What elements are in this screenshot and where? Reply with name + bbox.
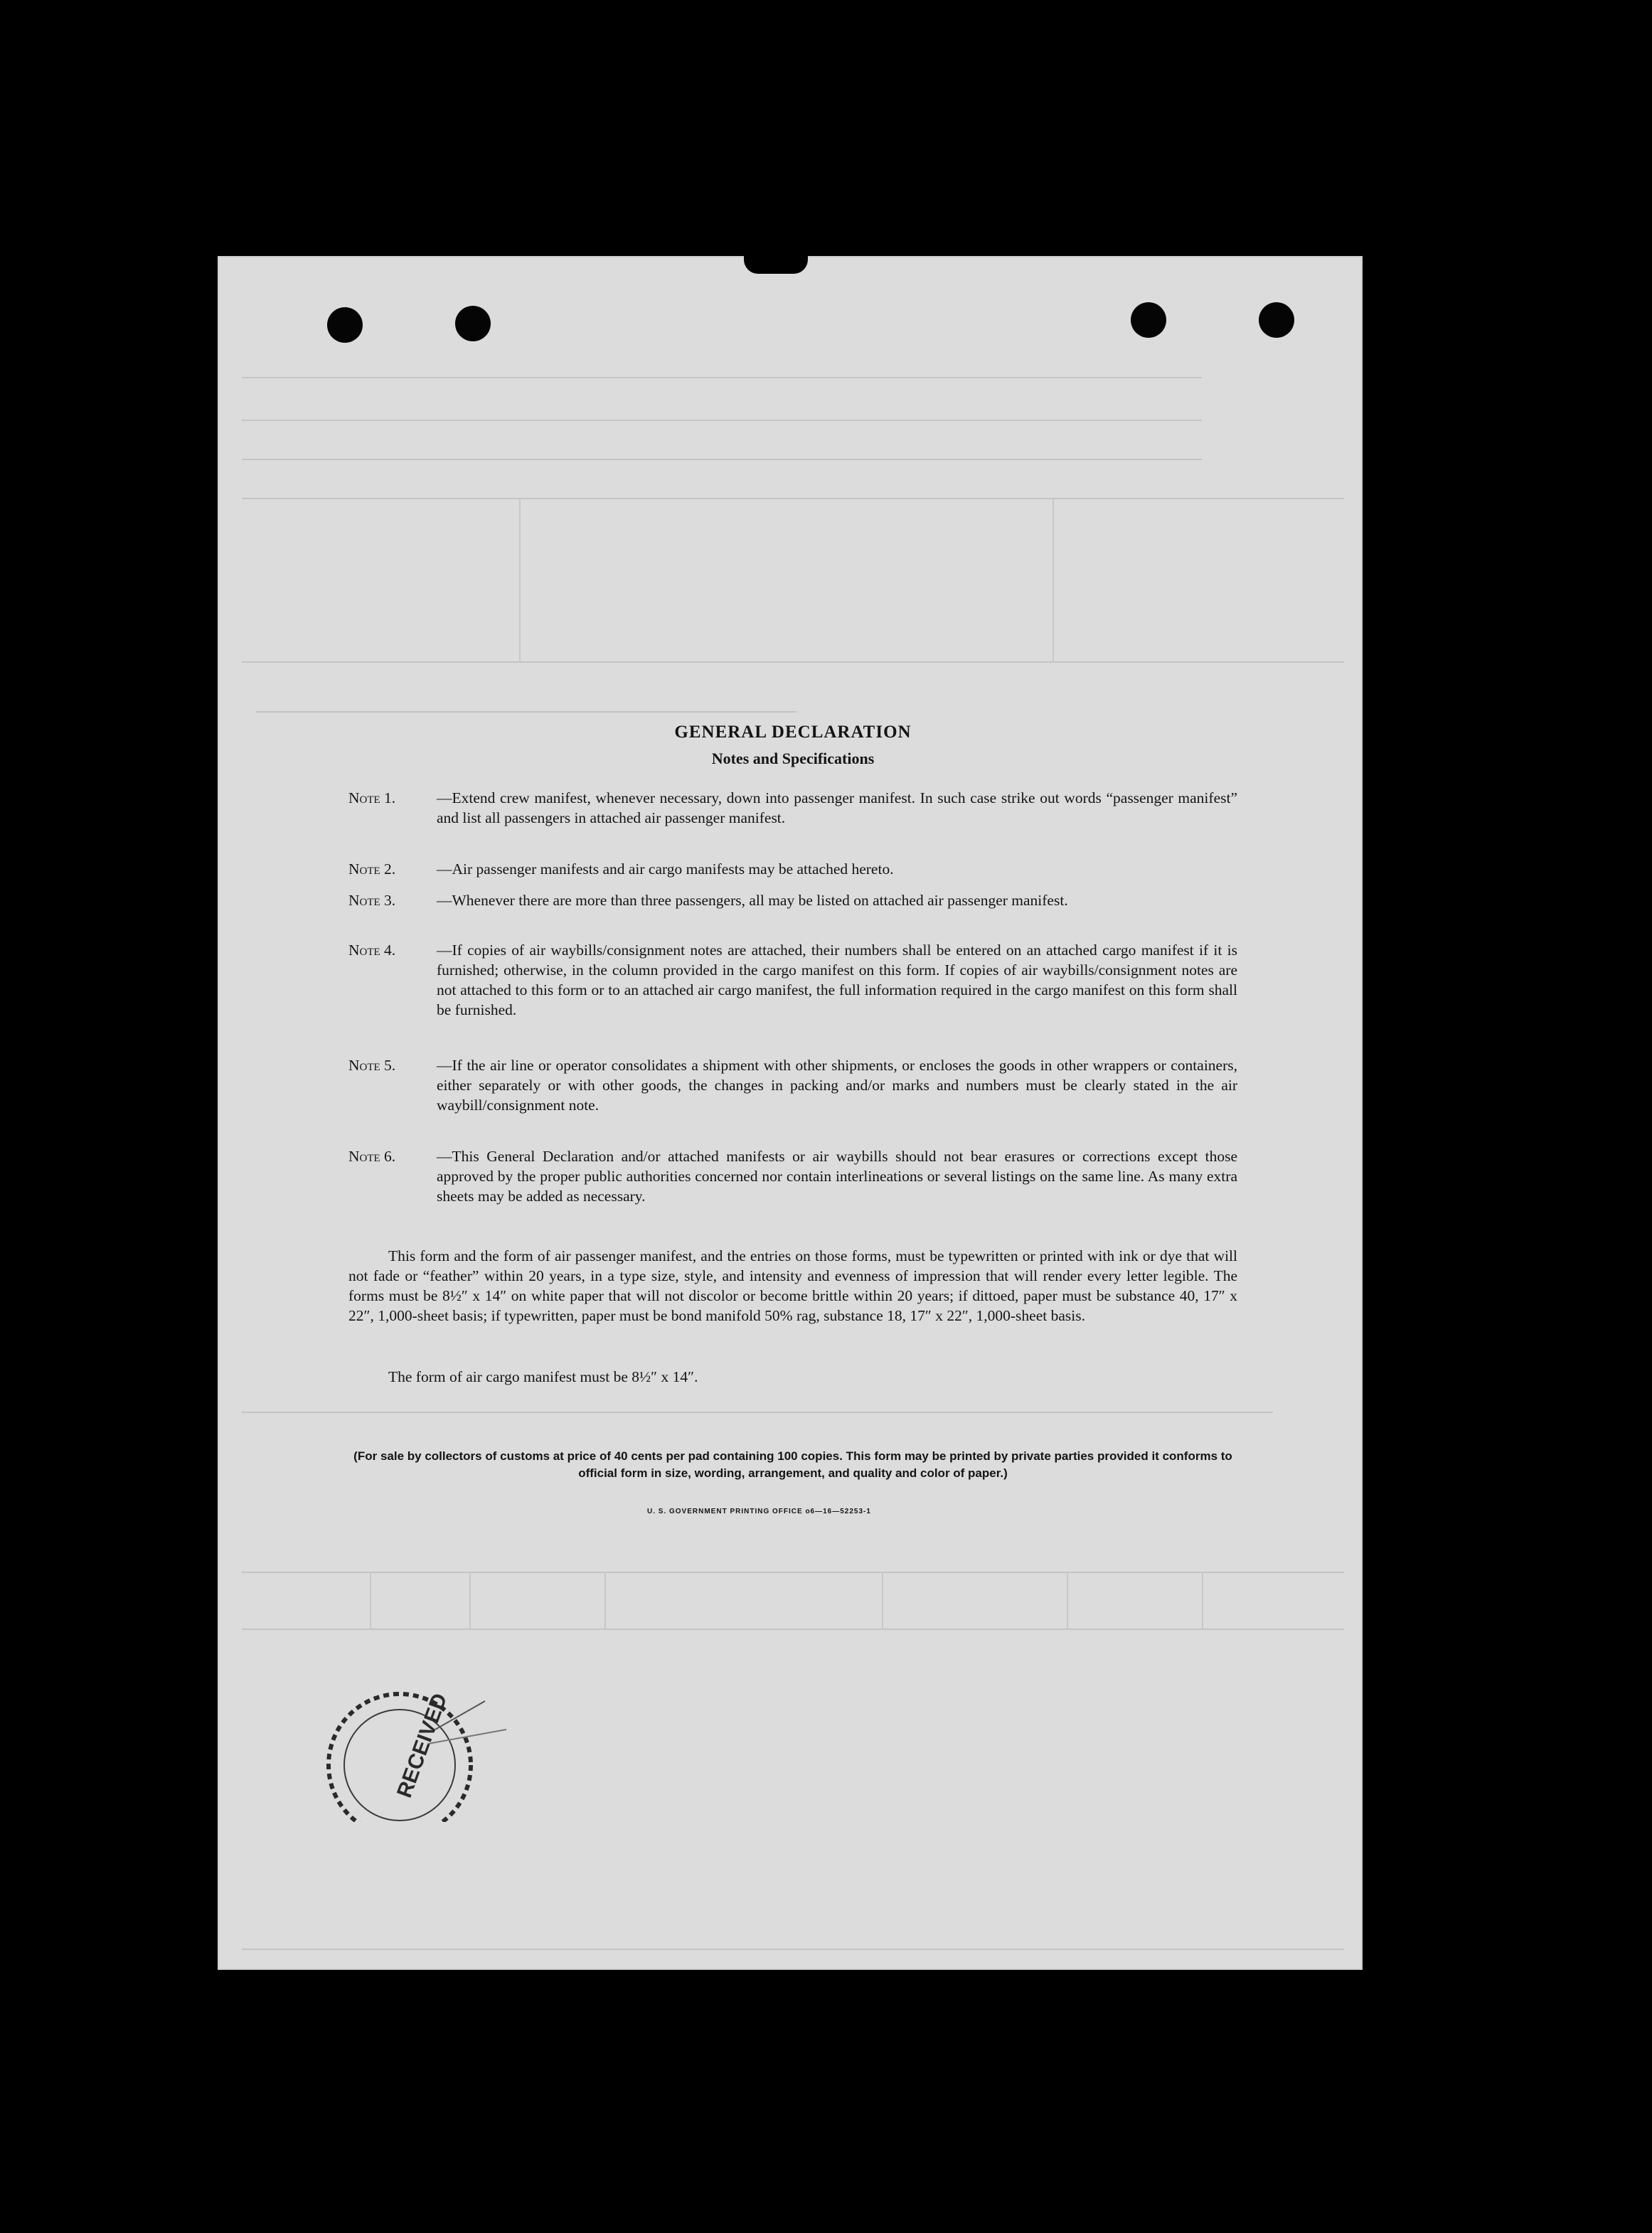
stamp-text: RECEIVED [393, 1690, 452, 1801]
note-text: —Extend crew manifest, whenever necessary, down into passenger manifest. In such case strike out words “passenger manifest” and list all passengers in attached air passenger manifest. [437, 789, 1237, 826]
form-specifications [348, 1246, 1237, 1326]
note-label: Note 5. [348, 1057, 396, 1074]
cargo-size-text: The form of air cargo manifest must be 8½″ x 14″. [388, 1368, 698, 1385]
received-stamp [321, 1687, 542, 1822]
note-label: Note 1. [348, 789, 396, 806]
printing-office-line: U. S. GOVERNMENT PRINTING OFFICE o6—16—52253-1 [647, 1508, 871, 1515]
punch-hole [1131, 302, 1166, 338]
punch-hole [1259, 302, 1294, 338]
note-label: Note 6. [348, 1148, 396, 1165]
note-6 [348, 1146, 1237, 1206]
note-4 [348, 940, 1237, 1020]
page-title: GENERAL DECLARATION [674, 723, 912, 742]
note-text: —This General Declaration and/or attached manifests or air waybills should not bear erasures or corrections except those approved by the proper public authorities concerned nor contain interlineations or several listings on the same line. As many extra sheets may be added as necessary. [437, 1148, 1237, 1205]
note-1 [348, 788, 1237, 828]
note-text: —If the air line or operator consolidates a shipment with other shipments, or encloses the goods in other wrappers or containers, either separately or with other goods, the changes in packing and/or marks and numbers must be clearly stated in the air waybill/consignment note. [437, 1057, 1237, 1114]
notes-section [348, 723, 1237, 1515]
sale-notice: (For sale by collectors of customs at price of 40 cents per pad containing 100 copies. This form may be printed by private parties provided it conforms to official form in size, wording, arrangement, and quality and color of paper.) [353, 1449, 1232, 1480]
page-subtitle: Notes and Specifications [711, 750, 875, 767]
note-label: Note 2. [348, 860, 396, 878]
note-text: —If copies of air waybills/consignment notes are attached, their numbers shall be entered on an attached cargo manifest if it is furnished; otherwise, in the column provided in the cargo manifest on this form. If copies of air waybills/consignment notes are not attached to this form or to an attached air cargo manifest, the full information required in the cargo manifest on this form shall be furnished. [437, 942, 1237, 1018]
note-text: —Whenever there are more than three passengers, all may be listed on attached air passenger manifest. [437, 892, 1068, 909]
note-label: Note 3. [348, 892, 396, 909]
note-label: Note 4. [348, 942, 396, 959]
note-2 [348, 859, 1237, 879]
stamp-graphic [321, 1687, 542, 1822]
page-notch [744, 252, 808, 274]
form-paragraph-text: This form and the form of air passenger manifest, and the entries on those forms, must be typewritten or printed with ink or dye that will not fade or “feather” within 20 years, in a type size, style, and intensity and evenness of impression that will render every letter legible. The forms must be 8½″ x 14″ on white paper that will not discolor or become brittle within 20 years; if dittoed, paper must be substance 40, 17″ x 22″, 1,000-sheet basis; if typewritten, paper must be bond manifold 50% rag, substance 18, 17″ x 22″, 1,000-sheet basis. [348, 1247, 1237, 1324]
cargo-manifest-size [348, 1367, 1237, 1387]
punch-hole [327, 307, 363, 343]
note-5 [348, 1055, 1237, 1115]
note-text: —Air passenger manifests and air cargo manifests may be attached hereto. [437, 860, 894, 878]
punch-hole [455, 306, 491, 341]
note-3 [348, 890, 1237, 910]
